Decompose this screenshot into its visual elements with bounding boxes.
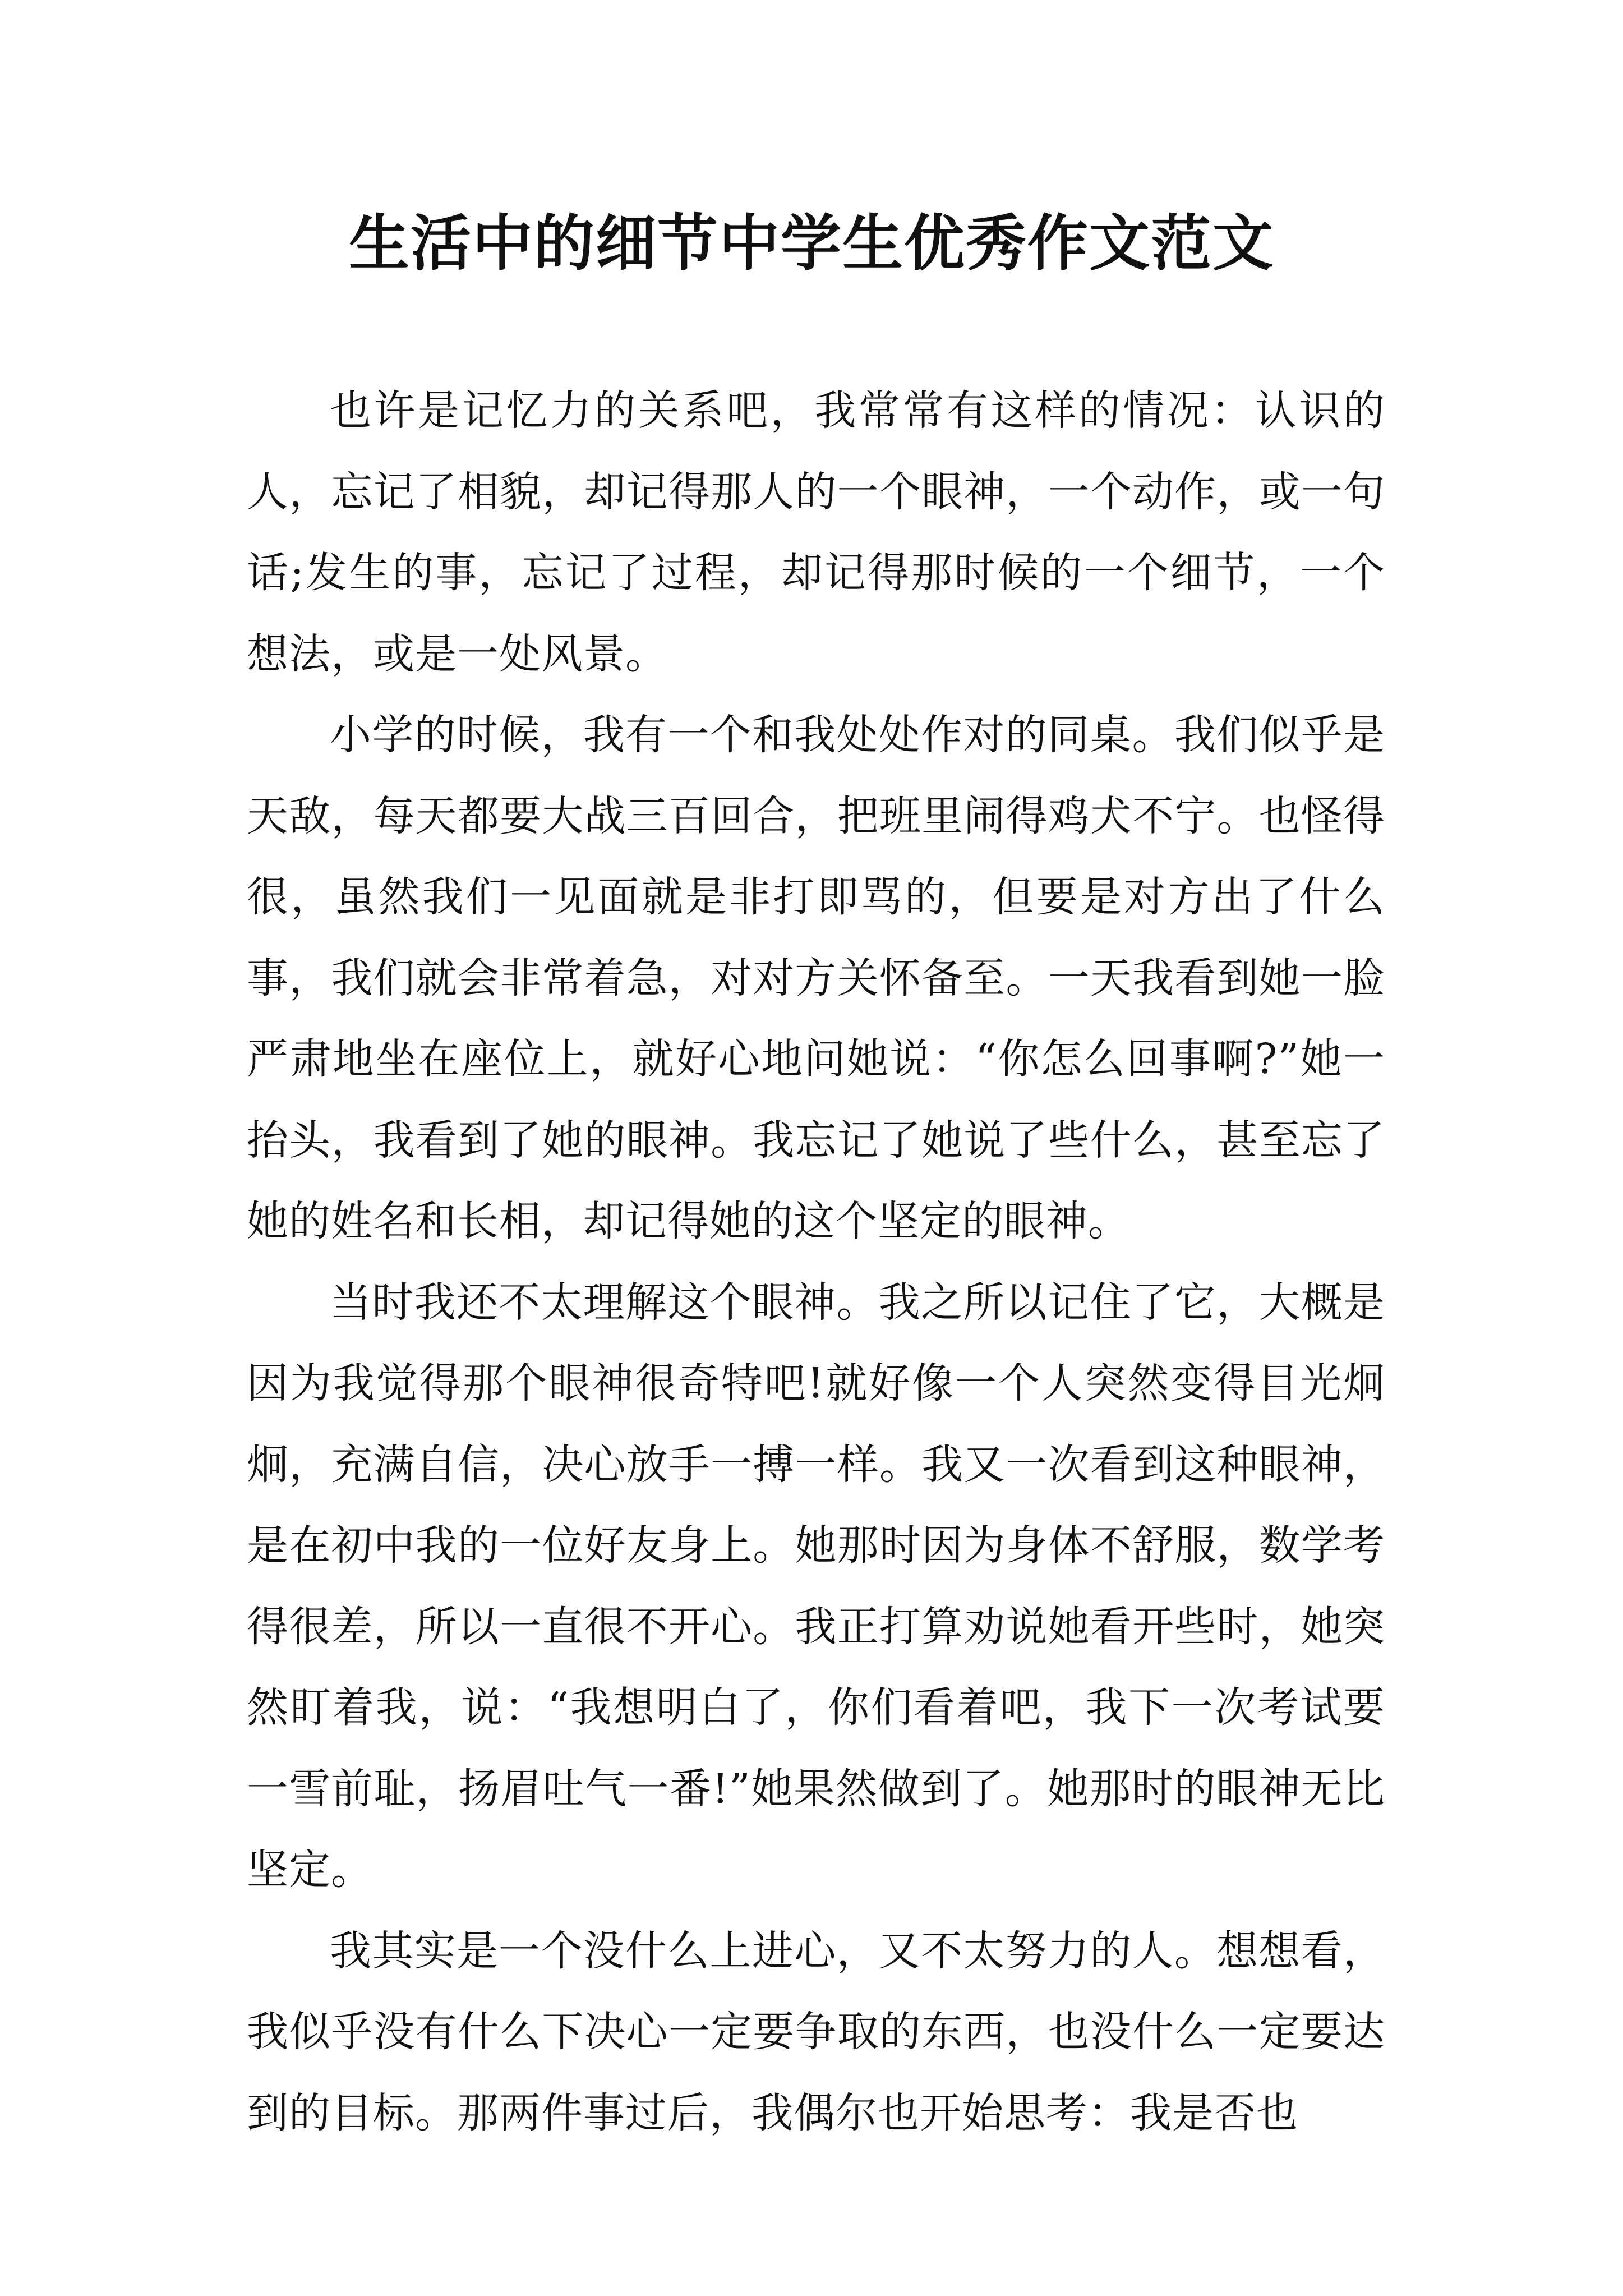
- paragraph-3: 当时我还不太理解这个眼神。我之所以记住了它，大概是因为我觉得那个眼神很奇特吧!就好像一个人突然变得目光炯炯，充满自信，决心放手一搏一样。我又一次看到这种眼神，是在初中我的一位好友身上。她那时因为身体不舒服，数学考得很差，所以一直很不开心。我正打算劝说她看开些时，她突然盯着我，说：“我想明白了，你们看着吧，我下一次考试要一雪前耻，扬眉吐气一番!”她果然做到了。她那时的眼神无比坚定。: [247, 1278, 1385, 1894]
- essay-body: [247, 370, 1385, 2154]
- paragraph-4: 我其实是一个没什么上进心，又不太努力的人。想想看，我似乎没有什么下决心一定要争取的东西，也没什么一定要达到的目标。那两件事过后，我偶尔也开始思考：我是否也: [247, 1926, 1385, 2137]
- paragraph-1: 也许是记忆力的关系吧，我常常有这样的情况：认识的人，忘记了相貌，却记得那人的一个眼神，一个动作，或一句话;发生的事，忘记了过程，却记得那时候的一个细节，一个想法，或是一处风景。: [247, 386, 1385, 678]
- paragraph-2: 小学的时候，我有一个和我处处作对的同桌。我们似乎是天敌，每天都要大战三百回合，把班里闹得鸡犬不宁。也怪得很，虽然我们一见面就是非打即骂的，但要是对方出了什么事，我们就会非常着急，对对方关怀备至。一天我看到她一脸严肃地坐在座位上，就好心地问她说：“你怎么回事啊?”她一抬头，我看到了她的眼神。我忘记了她说了些什么，甚至忘了她的姓名和长相，却记得她的这个坚定的眼神。: [247, 711, 1385, 1245]
- page-title: 生活中的细节中学生优秀作文范文: [348, 209, 1274, 279]
